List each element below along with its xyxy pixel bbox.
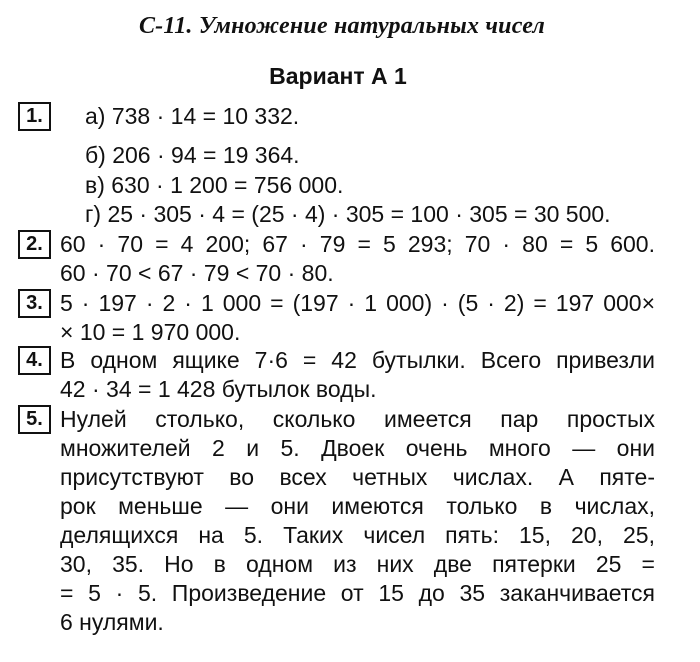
task-1-line-b: б) 206 · 94 = 19 364. xyxy=(85,142,300,168)
task-5-line-7: = 5 · 5. Произведение от 15 до 35 заканчивается xyxy=(60,580,655,606)
task-1-line-a: а) 738 · 14 = 10 332. xyxy=(85,103,300,129)
page-title: С-11. Умножение натуральных чисел xyxy=(138,13,546,39)
task-1-line-c: в) 630 · 1 200 = 756 000. xyxy=(85,172,344,198)
task-number-box: 5. xyxy=(18,405,51,434)
task-5-line-5: делящихся на 5. Таких чисел пять: 15, 20, 25, xyxy=(60,522,655,548)
task-5-line-1: Нулей столько, сколько имеется пар простых xyxy=(60,406,655,432)
task-5-line-2: множителей 2 и 5. Двоек очень много — они xyxy=(60,435,655,461)
task-3-line-1: 5 · 197 · 2 · 1 000 = (197 · 1 000) · (5 · 2) = 197 000× xyxy=(60,290,655,316)
task-3-line-2: × 10 = 1 970 000. xyxy=(60,319,241,345)
task-2-line-2: 60 · 70 < 67 · 79 < 70 · 80. xyxy=(60,260,334,286)
task-5-line-6: 30, 35. Но в одном из них две пятерки 25 = xyxy=(60,551,655,577)
task-1-line-d: г) 25 · 305 · 4 = (25 · 4) · 305 = 100 · 305 = 30 500. xyxy=(85,201,611,227)
task-number-box: 1. xyxy=(18,102,51,131)
task-number-box: 3. xyxy=(18,289,51,318)
task-number-box: 2. xyxy=(18,230,51,259)
task-4-line-1: В одном ящике 7·6 = 42 бутылки. Всего привезли xyxy=(60,347,655,373)
variant-heading: Вариант А 1 xyxy=(269,63,407,89)
task-number-box: 4. xyxy=(18,346,51,375)
task-5-line-4: рок меньше — они имеются только в числах, xyxy=(60,493,655,519)
task-2-line-1: 60 · 70 = 4 200; 67 · 79 = 5 293; 70 · 80 = 5 600. xyxy=(60,231,655,257)
task-5-line-8: 6 нулями. xyxy=(60,609,164,635)
task-5-line-3: присутствуют во всех четных числах. А пяте- xyxy=(60,464,655,490)
task-4-line-2: 42 · 34 = 1 428 бутылок воды. xyxy=(60,376,377,402)
